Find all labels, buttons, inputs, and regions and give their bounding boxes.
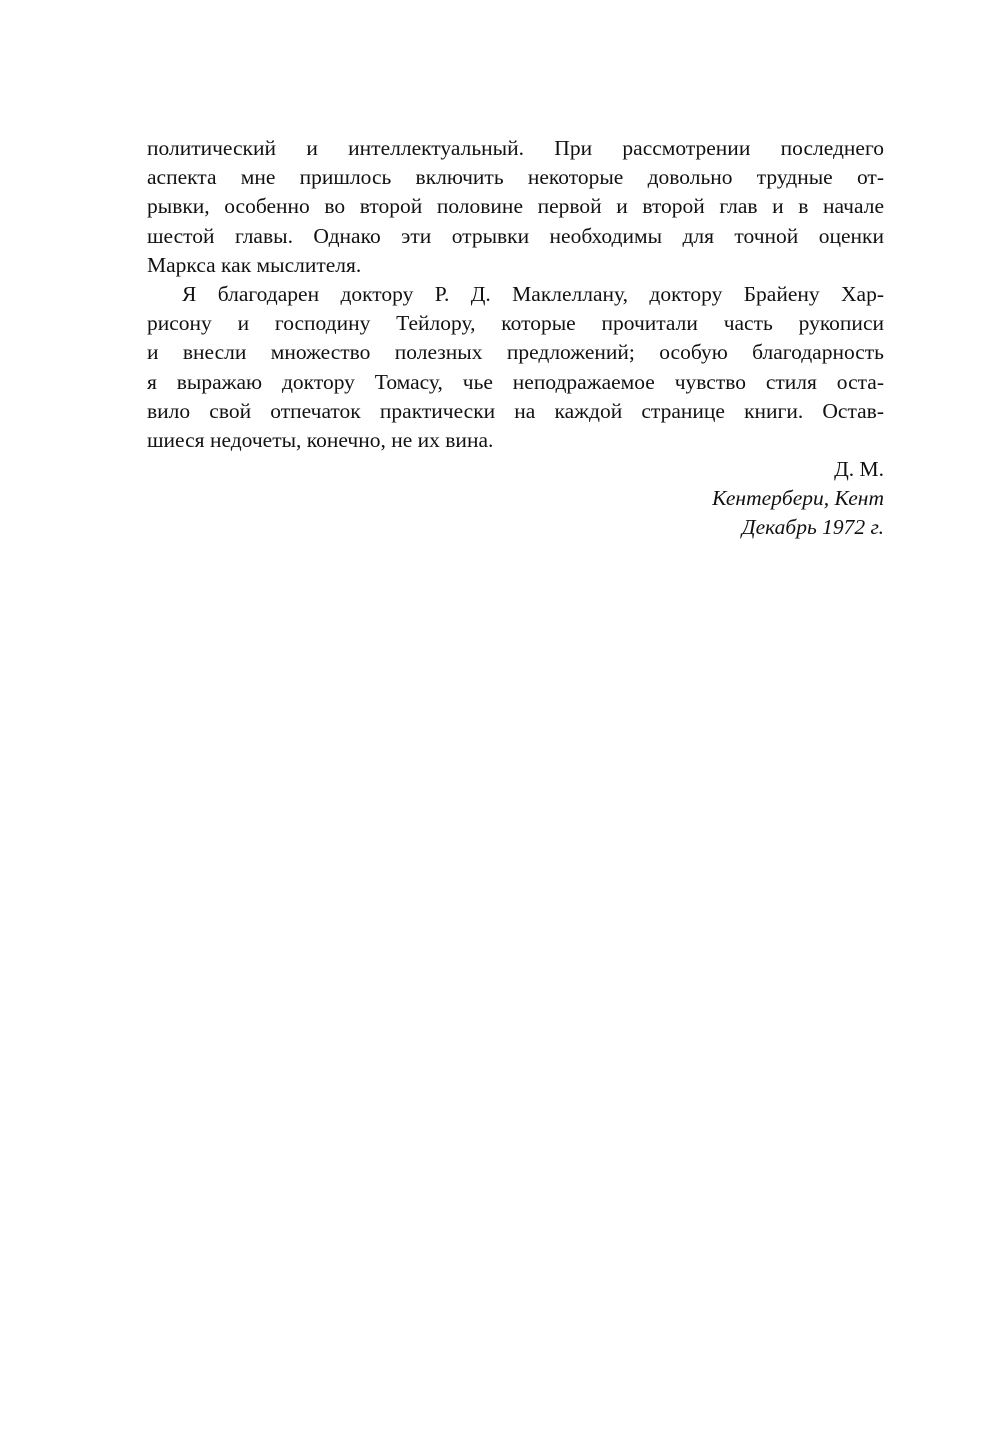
text-line: и внесли множество полезных предложений; особую благодарность [147,340,884,365]
text-line: аспекта мне пришлось включить некоторые довольно трудные от- [147,165,884,190]
signature-place: Кентербери, Кент [712,486,884,511]
text-line: шиеся недочеты, конечно, не их вина. [147,427,494,452]
body-text [147,134,884,455]
signature-block [712,455,884,543]
text-line: шестой главы. Однако эти отрывки необходимы для точной оценки [147,223,884,248]
text-line: вило свой отпечаток практически на каждой странице книги. Остав- [147,398,884,423]
text-line: я выражаю доктору Томасу, чье неподражаемое чувство стиля оста- [147,369,884,394]
text-line: Маркса как мыслителя. [147,252,362,277]
text-line: Я благодарен доктору Р. Д. Маклеллану, доктору Брайену Хар- [182,281,884,306]
signature-date: Декабрь 1972 г. [741,515,884,540]
text-line: рисону и господину Тейлору, которые прочитали часть рукописи [147,311,884,336]
author-initials: Д. М. [834,457,884,481]
text-line: рывки, особенно во второй половине первой и второй глав и в начале [147,194,884,219]
text-line: политический и интеллектуальный. При рассмотрении последнего [147,136,884,160]
